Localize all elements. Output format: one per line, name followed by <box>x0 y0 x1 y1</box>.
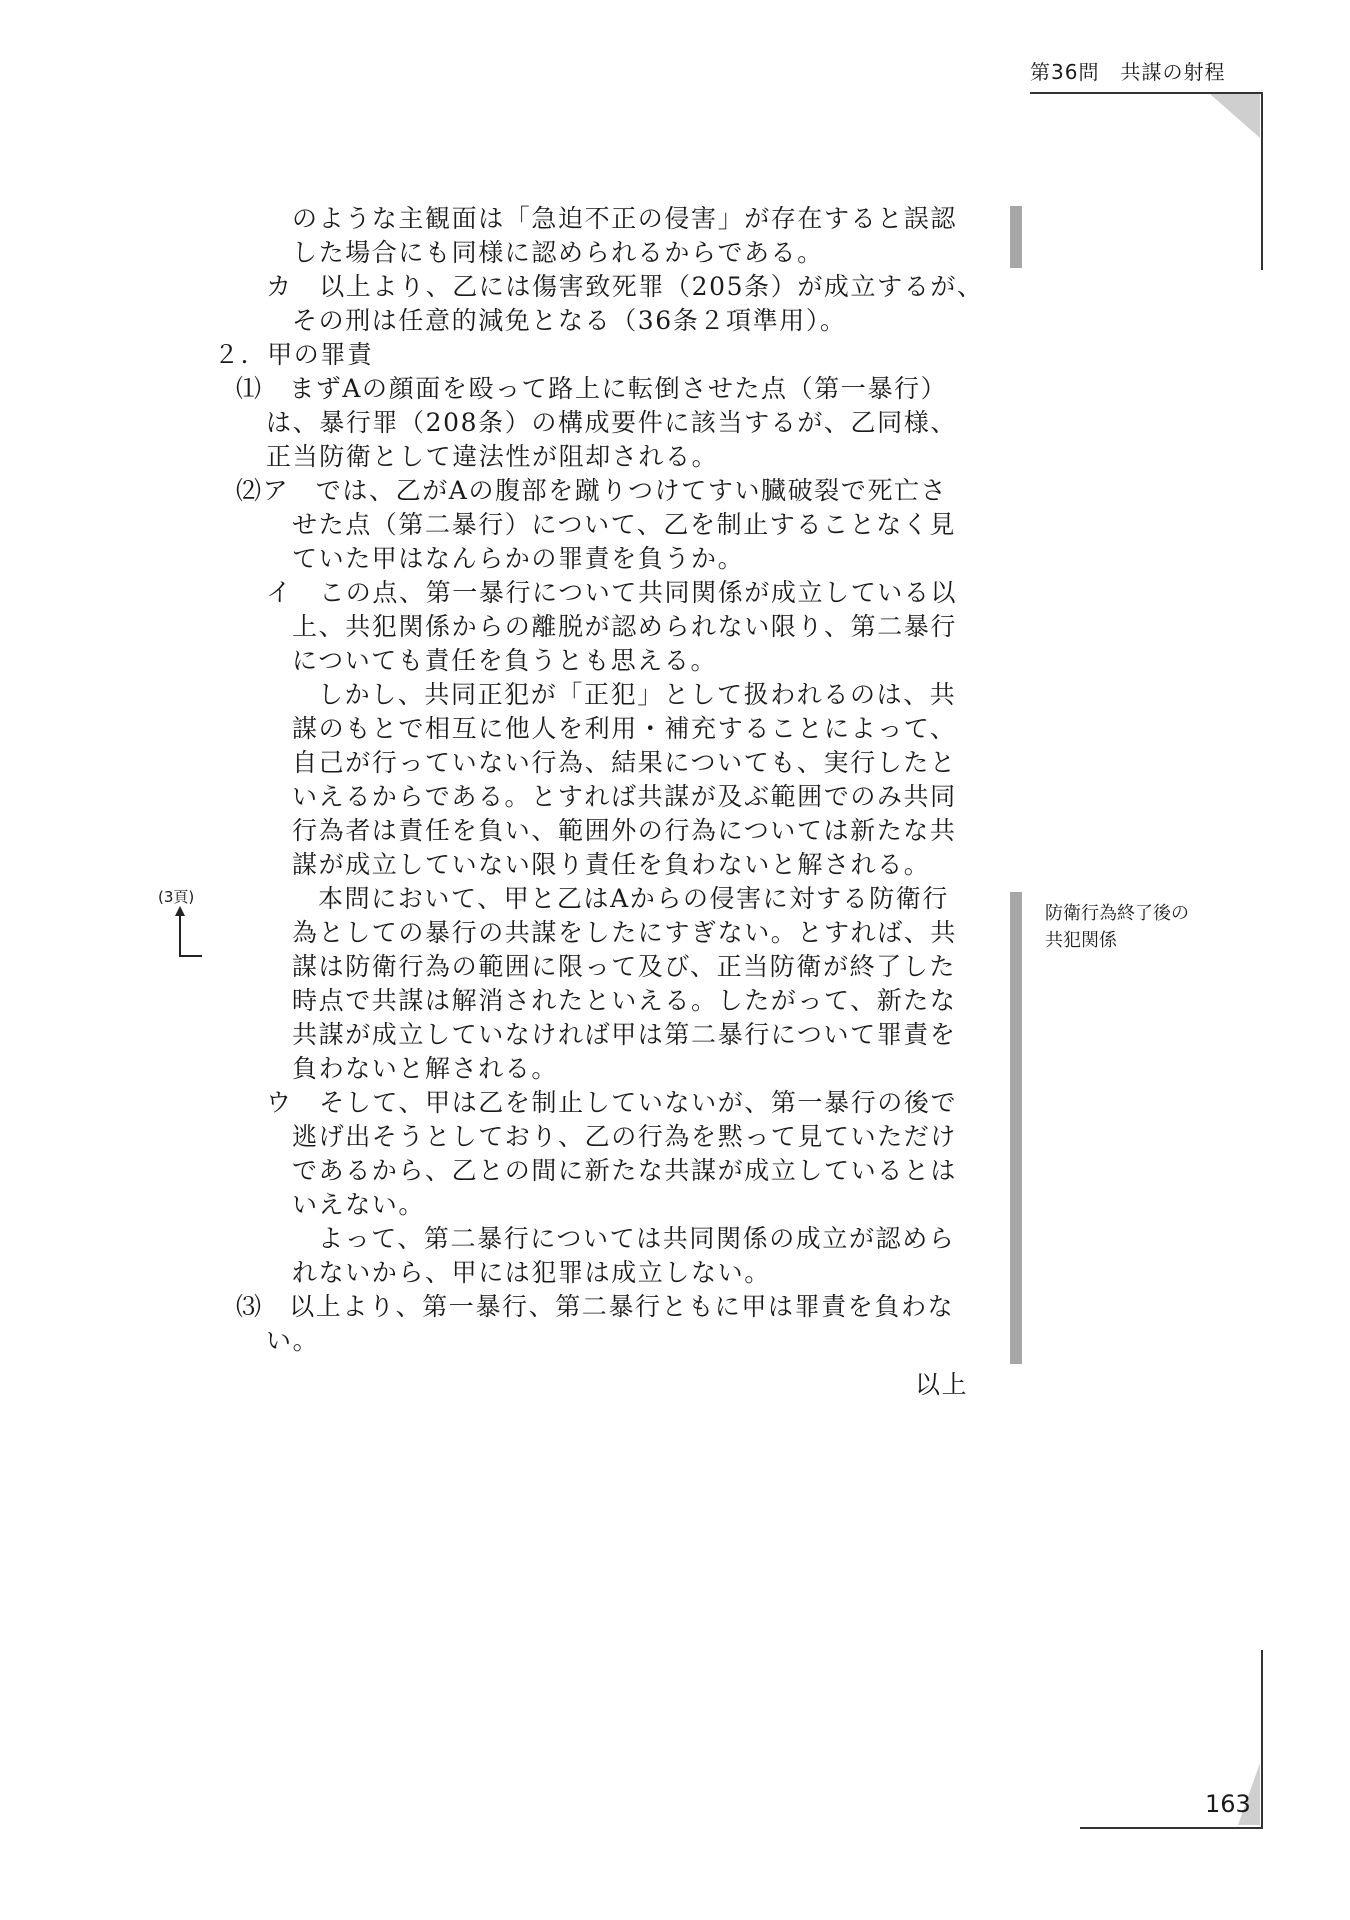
text-line: 謀は防衛行為の範囲に限って及び、正当防衛が終了した <box>292 952 957 981</box>
text-line: よって、第二暴行については共同関係の成立が認めら <box>318 1224 956 1253</box>
text-line: した場合にも同様に認められるからである。 <box>292 238 824 267</box>
text-line: についても責任を負うとも思える。 <box>292 646 718 675</box>
text-line: せた点（第二暴行）について、乙を制止することなく見 <box>292 510 957 539</box>
text-line: 時点で共謀は解消されたといえる。したがって、新たな <box>292 986 957 1015</box>
text-line: であるから、乙との間に新たな共謀が成立しているとは <box>292 1156 958 1185</box>
text-line: 自己が行っていない行為、結果についても、実行したと <box>292 748 957 777</box>
footer-vertical-rule <box>1261 1650 1263 1828</box>
text-line: ⑴ まずAの顔面を殴って路上に転倒させた点（第一暴行） <box>236 374 948 403</box>
text-line: 逃げ出そうとしており、乙の行為を黙って見ていただけ <box>292 1122 958 1151</box>
margin-note-line: 共犯関係 <box>1045 930 1117 951</box>
header-vertical-rule <box>1261 92 1263 270</box>
page-number: 163 <box>1205 1790 1251 1818</box>
text-line: 共謀が成立していなければ甲は第二暴行について罪責を <box>292 1020 957 1049</box>
reference-arrow-icon <box>172 906 212 958</box>
margin-note-line: 防衛行為終了後の <box>1045 903 1189 924</box>
corner-decoration-top <box>1210 94 1260 138</box>
text-line: ⑵ア では、乙がAの腹部を蹴りつけてすい臓破裂で死亡さ <box>236 476 948 505</box>
text-line: イ この点、第一暴行について共同関係が成立している以 <box>266 578 958 607</box>
chapter-title: 第36問 共謀の射程 <box>1030 60 1226 84</box>
text-line: 上、共犯関係からの離脱が認められない限り、第二暴行 <box>292 612 958 641</box>
section-heading: ２．甲の罪責 <box>214 340 374 369</box>
text-line: ⑶ 以上より、第一暴行、第二暴行ともに甲は罪責を負わな <box>236 1292 955 1321</box>
footer-rule <box>1080 1827 1263 1829</box>
text-line: ウ そして、甲は乙を制止していないが、第一暴行の後で <box>266 1088 958 1117</box>
closing-mark: 以上 <box>915 1370 969 1399</box>
text-line: カ 以上より、乙には傷害致死罪（205条）が成立するが、 <box>266 272 984 301</box>
margin-bar-top <box>1010 206 1022 268</box>
text-line: は、暴行罪（208条）の構成要件に該当するが、乙同様、 <box>266 408 957 437</box>
text-line: 正当防衛として違法性が阻却される。 <box>266 442 719 471</box>
margin-note <box>1045 900 1225 954</box>
text-line: その刑は任意的減免となる（36条２項準用）。 <box>292 306 847 335</box>
margin-bar-note <box>1010 892 1022 1364</box>
text-line: しかし、共同正犯が「正犯」として扱われるのは、共 <box>318 680 957 709</box>
text-line: いえるからである。とすれば共謀が及ぶ範囲でのみ共同 <box>292 782 957 811</box>
text-line: 為としての暴行の共謀をしたにすぎない。とすれば、共 <box>292 918 958 947</box>
page-reference-label: (3頁) <box>158 888 195 906</box>
text-line: い。 <box>266 1326 320 1355</box>
text-line: 負わないと解される。 <box>292 1054 559 1083</box>
text-line: 本問において、甲と乙はAからの侵害に対する防衛行 <box>318 884 949 913</box>
text-line: 謀のもとで相互に他人を利用・補充することによって、 <box>292 714 957 743</box>
text-line: 謀が成立していない限り責任を負わないと解される。 <box>292 850 931 879</box>
text-line: 行為者は責任を負い、範囲外の行為については新たな共 <box>292 816 957 845</box>
text-line: いえない。 <box>292 1190 426 1219</box>
text-line: れないから、甲には犯罪は成立しない。 <box>292 1258 771 1287</box>
text-line: ていた甲はなんらかの罪責を負うか。 <box>292 544 745 573</box>
text-line: のような主観面は「急迫不正の侵害」が存在すると誤認 <box>292 204 958 233</box>
